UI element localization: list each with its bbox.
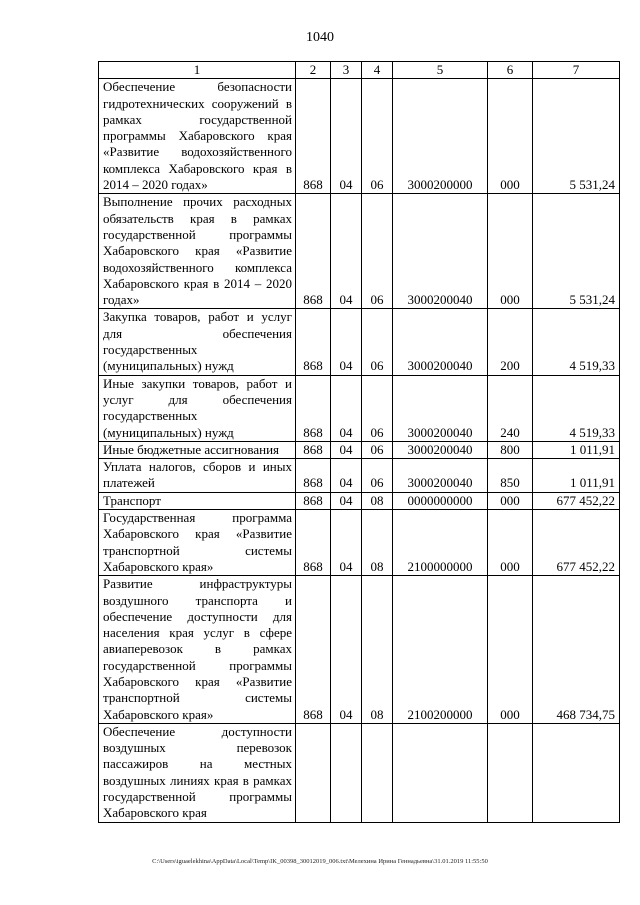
- cell-section: 04: [331, 576, 362, 724]
- cell-subsection: 06: [362, 441, 393, 458]
- row-name: Выполнение прочих расходных обязательств края в рамках государственной программы Хабаровского края «Развитие водохозяйственного комплекса Хабаровского края в 2014 – 2020 годах»: [99, 194, 296, 309]
- page-number: 1040: [306, 30, 334, 45]
- table-row: [99, 459, 620, 493]
- cell-section: [331, 723, 362, 822]
- budget-table: [98, 61, 620, 823]
- cell-section: 04: [331, 441, 362, 458]
- cell-target-article: 3000200040: [393, 459, 488, 493]
- cell-target-article: 3000200000: [393, 79, 488, 194]
- table-row: [99, 79, 620, 194]
- cell-admin-code: 868: [296, 309, 331, 375]
- cell-target-article: 3000200040: [393, 309, 488, 375]
- cell-amount: [533, 723, 620, 822]
- column-header: 2: [296, 62, 331, 79]
- row-name: Развитие инфраструктуры воздушного транспорта и обеспечение доступности для населения края услуг в сфере авиаперевозок в рамках государственной программы Хабаровского края «Развитие транспортной системы Хабаровского края»: [99, 576, 296, 724]
- column-header: 5: [393, 62, 488, 79]
- cell-section: 04: [331, 79, 362, 194]
- cell-amount: 1 011,91: [533, 441, 620, 458]
- header-row: [99, 62, 620, 79]
- cell-expense-type: 000: [488, 576, 533, 724]
- cell-expense-type: 000: [488, 79, 533, 194]
- cell-subsection: 08: [362, 576, 393, 724]
- row-name: Закупка товаров, работ и услуг для обеспечения государственных (муниципальных) нужд: [99, 309, 296, 375]
- cell-expense-type: 850: [488, 459, 533, 493]
- table-row: [99, 723, 620, 822]
- cell-admin-code: 868: [296, 510, 331, 576]
- cell-admin-code: 868: [296, 492, 331, 509]
- cell-expense-type: 240: [488, 375, 533, 441]
- cell-expense-type: 800: [488, 441, 533, 458]
- cell-admin-code: 868: [296, 441, 331, 458]
- cell-section: 04: [331, 459, 362, 493]
- cell-section: 04: [331, 375, 362, 441]
- row-name: Обеспечение доступности воздушных перевозок пассажиров на местных воздушных линиях края в рамках государственной программы Хабаровского края: [99, 723, 296, 822]
- row-name: Иные бюджетные ассигнования: [99, 441, 296, 458]
- column-header: 4: [362, 62, 393, 79]
- cell-target-article: 2100000000: [393, 510, 488, 576]
- cell-target-article: 3000200040: [393, 194, 488, 309]
- row-name: Иные закупки товаров, работ и услуг для обеспечения государственных (муниципальных) нужд: [99, 375, 296, 441]
- table-row: [99, 194, 620, 309]
- row-name: Обеспечение безопасности гидротехнических сооружений в рамках государственной программы Хабаровского края «Развитие водохозяйственного комплекса Хабаровского края в 2014 – 2020 годах»: [99, 79, 296, 194]
- cell-amount: 1 011,91: [533, 459, 620, 493]
- cell-admin-code: 868: [296, 459, 331, 493]
- cell-section: 04: [331, 309, 362, 375]
- table-row: [99, 576, 620, 724]
- cell-admin-code: [296, 723, 331, 822]
- column-header: 3: [331, 62, 362, 79]
- cell-target-article: [393, 723, 488, 822]
- column-header: 1: [99, 62, 296, 79]
- cell-amount: 5 531,24: [533, 79, 620, 194]
- table-row: [99, 510, 620, 576]
- column-header: 7: [533, 62, 620, 79]
- cell-expense-type: 000: [488, 492, 533, 509]
- row-name: Транспорт: [99, 492, 296, 509]
- cell-subsection: [362, 723, 393, 822]
- cell-subsection: 08: [362, 510, 393, 576]
- cell-subsection: 06: [362, 459, 393, 493]
- cell-amount: 677 452,22: [533, 510, 620, 576]
- cell-amount: 4 519,33: [533, 309, 620, 375]
- table-row: [99, 492, 620, 509]
- cell-section: 04: [331, 510, 362, 576]
- table-row: [99, 309, 620, 375]
- cell-subsection: 08: [362, 492, 393, 509]
- cell-admin-code: 868: [296, 576, 331, 724]
- file-path-footer: C:\Users\iguaelekhina\AppData\Local\Temp\IK_00398_30012019_006.txt\Мелехина Ирина Геннадьевна\31.01.2019 11:55:50: [152, 858, 488, 865]
- cell-admin-code: 868: [296, 194, 331, 309]
- cell-expense-type: 200: [488, 309, 533, 375]
- cell-subsection: 06: [362, 309, 393, 375]
- cell-amount: 468 734,75: [533, 576, 620, 724]
- cell-section: 04: [331, 194, 362, 309]
- cell-expense-type: 000: [488, 194, 533, 309]
- table-row: [99, 375, 620, 441]
- cell-admin-code: 868: [296, 79, 331, 194]
- cell-target-article: 0000000000: [393, 492, 488, 509]
- row-name: Уплата налогов, сборов и иных платежей: [99, 459, 296, 493]
- cell-amount: 5 531,24: [533, 194, 620, 309]
- cell-target-article: 2100200000: [393, 576, 488, 724]
- cell-section: 04: [331, 492, 362, 509]
- cell-subsection: 06: [362, 194, 393, 309]
- table-row: [99, 441, 620, 458]
- cell-target-article: 3000200040: [393, 375, 488, 441]
- cell-subsection: 06: [362, 375, 393, 441]
- cell-amount: 4 519,33: [533, 375, 620, 441]
- cell-subsection: 06: [362, 79, 393, 194]
- cell-expense-type: [488, 723, 533, 822]
- row-name: Государственная программа Хабаровского края «Развитие транспортной системы Хабаровского края»: [99, 510, 296, 576]
- cell-expense-type: 000: [488, 510, 533, 576]
- cell-admin-code: 868: [296, 375, 331, 441]
- cell-amount: 677 452,22: [533, 492, 620, 509]
- cell-target-article: 3000200040: [393, 441, 488, 458]
- column-header: 6: [488, 62, 533, 79]
